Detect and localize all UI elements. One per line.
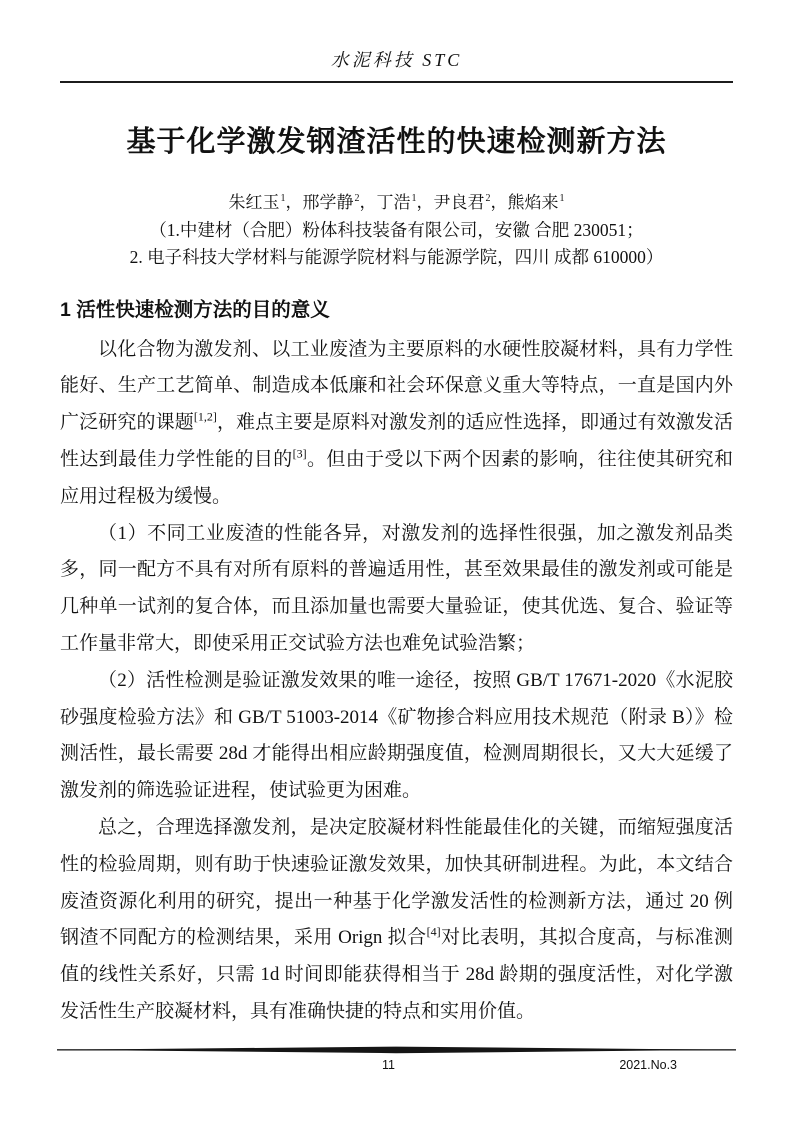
paragraph-text: （2）活性检测是验证激发效果的唯一途径，按照 GB/T 17671-2020《水泥胶砂强度检验方法》和 GB/T 51003-2014《矿物掺合料应用技术规范（附录 B）》检测活性，最长需要 28d 才能得出相应龄期强度值，检测周期很长，又大大延缓了激发剂的筛选验证进程，使试验更为困难。 xyxy=(60,669,733,802)
affiliations xyxy=(60,217,733,272)
journal-header xyxy=(60,0,733,83)
author-separator: ， xyxy=(416,192,434,212)
paragraph xyxy=(60,516,733,663)
affiliation-2: 2. 电子科技大学材料与能源学院材料与能源学院，四川 成都 610000） xyxy=(129,247,664,268)
author-separator: ， xyxy=(285,192,303,212)
authors-line xyxy=(60,185,733,217)
journal-title: 水泥科技 STC xyxy=(330,50,463,70)
author-affiliation-marker: 2 xyxy=(485,193,491,204)
footer-page-number: 11 xyxy=(382,1058,395,1072)
paragraph-text: 对比表明，其拟合度高，与标准测值的线性关系好，只需 1d 时间即能获得相当于 28d 龄期的强度活性，对化学激发活性生产胶凝材料，具有准确快捷的特点和实用价值。 xyxy=(60,927,733,1022)
paragraph xyxy=(60,810,733,1031)
footer-issue-label: 2021.No.3 xyxy=(619,1058,677,1072)
author-affiliation-marker: 1 xyxy=(280,193,286,204)
paragraph-text: 总之，合理选择激发剂，是决定胶凝材料性能最佳化的关键，而缩短强度活性的检验周期，则有助于快速验证激发效果，加快其研制进程。为此，本文结合废渣资源化利用的研究，提出一种基于化学激发活性的检测新方法，通过 20 例钢渣不同配方的检测结果，采用 Orign 拟合 xyxy=(60,817,733,949)
author-affiliation-marker: 1 xyxy=(411,193,417,204)
paragraph xyxy=(60,332,733,516)
citation-marker: [4] xyxy=(426,925,441,940)
paragraph-text: （1）不同工业废渣的性能各异，对激发剂的选择性很强，加之激发剂品类多，同一配方不具有对所有原料的普遍适用性，甚至效果最佳的激发剂或可能是几种单一试剂的复合体，而且添加量也需要大量验证，使其优选、复合、验证等工作量非常大，即使采用正交试验方法也难免试验浩繁； xyxy=(60,522,733,655)
citation-marker: [3] xyxy=(292,446,307,461)
author-separator: ， xyxy=(359,192,377,212)
header-rule xyxy=(60,81,733,83)
paragraph xyxy=(60,663,733,810)
paragraph-text: 以化合物为激发剂、以工业废渣为主要原料的水硬性胶凝材料，具有力学性能好、生产工艺简单、制造成本低廉和社会环保意义重大等特点，一直是国内外广泛研究的课题 xyxy=(60,338,733,434)
article-title: 基于化学激发钢渣活性的快速检测新方法 xyxy=(126,126,667,158)
paragraph-text: 。但由于受以下两个因素的影响，往往使其研究和应用过程极为缓慢。 xyxy=(60,449,733,507)
author-separator: ， xyxy=(490,192,508,212)
author-name: 邢学静$^2$ xyxy=(302,192,360,212)
author-name: 朱红玉$^1$ xyxy=(228,192,286,212)
footer-rule xyxy=(57,1046,736,1054)
author-affiliation-marker: 2 xyxy=(354,193,360,204)
paragraph-text: ，难点主要是原料对激发剂的适应性选择，即通过有效激发活性达到最佳力学性能的目的 xyxy=(60,412,733,471)
author-name: 尹良君$^2$ xyxy=(433,192,491,212)
author-affiliation-marker: 1 xyxy=(559,193,565,204)
affiliation-1: （1.中建材（合肥）粉体科技装备有限公司，安徽 合肥 230051； xyxy=(149,219,644,240)
author-name: 熊焰来$^1$ xyxy=(507,192,565,212)
article-body xyxy=(60,332,733,1031)
section-heading: 1 活性快速检测方法的目的意义 xyxy=(60,298,330,321)
author-name: 丁浩$^1$ xyxy=(376,192,417,212)
citation-marker: [1,2] xyxy=(193,409,217,424)
